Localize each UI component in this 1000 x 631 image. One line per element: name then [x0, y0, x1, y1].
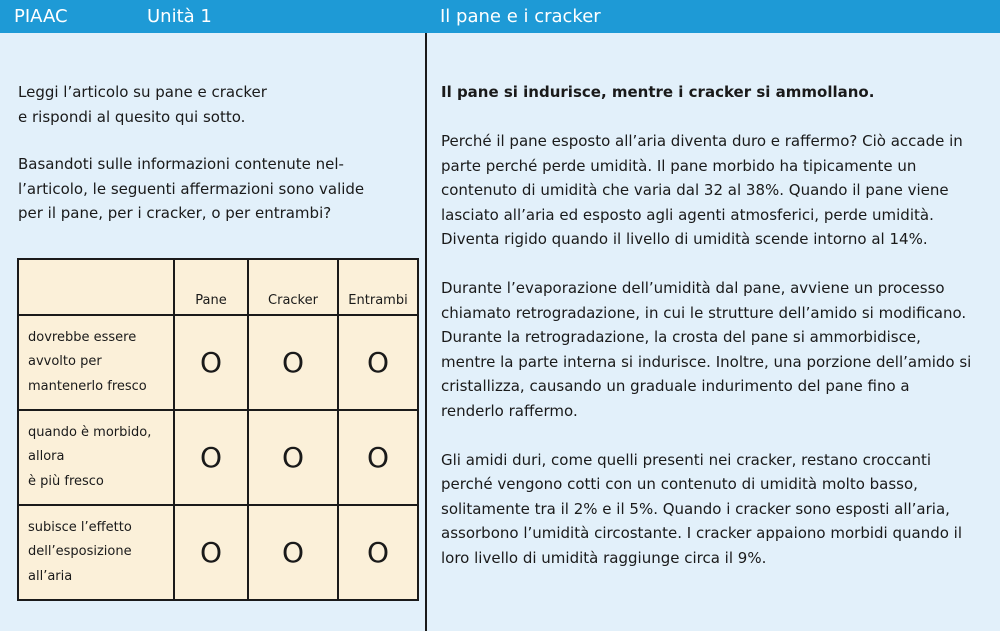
page-title: Il pane e i cracker: [440, 6, 601, 27]
article-paragraph: Perché il pane esposto all’aria diventa duro e raffermo? Ciò accade in parte perché perde umidità. Il pane morbido ha tipicamente un contenuto di umidità che varia dal 32 al 38%. Quando il pane viene lasciato all’aria ed esposto agli agenti atmosferici, perde umidità. Diventa rigido quando il livello di umidità scende intorno al 14%.: [441, 132, 963, 248]
table-row: [18, 410, 418, 505]
radio-option-pane[interactable]: O: [174, 505, 248, 600]
answer-table: [17, 258, 419, 601]
row-label-line: avvolto per: [28, 354, 102, 370]
radio-option-entrambi[interactable]: O: [338, 410, 418, 505]
row-label: [18, 410, 174, 505]
row-label: [18, 315, 174, 410]
brand-label: PIAAC: [14, 6, 68, 27]
radio-option-entrambi[interactable]: O: [338, 505, 418, 600]
panel-divider: [425, 33, 427, 631]
row-label-line: allora: [28, 449, 65, 465]
question-line: l’articolo, le seguenti affermazioni sono valide: [18, 179, 365, 198]
radio-option-pane[interactable]: O: [174, 410, 248, 505]
article-panel: [441, 80, 976, 595]
intro-line: e rispondi al quesito qui sotto.: [18, 107, 246, 126]
question-line: per il pane, per i cracker, o per entrambi?: [18, 204, 332, 222]
row-label-line: è più fresco: [28, 473, 104, 489]
intro-text: [18, 80, 267, 129]
table-row: [18, 315, 418, 410]
table-row: [18, 505, 418, 600]
row-label-line: all’aria: [28, 568, 73, 584]
row-label-line: quando è morbido,: [28, 424, 152, 440]
radio-option-cracker[interactable]: O: [248, 505, 338, 600]
question-text: [18, 152, 364, 226]
article-paragraph: Durante l’evaporazione dell’umidità dal pane, avviene un processo chiamato retrogradazione, in cui le strutture dell’amido si modificano. Durante la retrogradazione, la crosta del pane si ammorbidisce, mentre la parte interna si indurisce. Inoltre, una porzione dell’amido si cristallizza, causando un graduale indurimento del pane fino a renderlo raffermo.: [441, 279, 972, 420]
top-bar: [0, 0, 1000, 33]
column-header-entrambi: Entrambi: [338, 259, 418, 315]
radio-option-pane[interactable]: O: [174, 315, 248, 410]
row-label-line: mantenerlo fresco: [28, 378, 147, 394]
intro-line: Leggi l’articolo su pane e cracker: [18, 83, 267, 101]
column-header-pane: Pane: [174, 259, 248, 315]
row-label-line: dell’esposizione: [28, 544, 132, 560]
column-header-cracker: Cracker: [248, 259, 338, 315]
row-label-line: subisce l’effetto: [28, 519, 132, 535]
article-paragraph: Gli amidi duri, come quelli presenti nei cracker, restano croccanti perché vengono cotti con un contenuto di umidità molto basso, solitamente tra il 2% e il 5%. Quando i cracker sono esposti all’aria, assorbono l’umidità circostante. I cracker appaiono morbidi quando il loro livello di umidità raggiunge circa il 9%.: [441, 450, 963, 567]
radio-option-entrambi[interactable]: O: [338, 315, 418, 410]
radio-option-cracker[interactable]: O: [248, 410, 338, 505]
unit-label: Unità 1: [147, 6, 212, 27]
radio-option-cracker[interactable]: O: [248, 315, 338, 410]
row-label-line: dovrebbe essere: [28, 329, 137, 345]
table-header-row: [18, 259, 418, 315]
question-line: Basandoti sulle informazioni contenute nel-: [18, 155, 344, 173]
article-headline: Il pane si indurisce, mentre i cracker si ammollano.: [441, 83, 875, 101]
header-empty-cell: [18, 259, 174, 315]
row-label: [18, 505, 174, 600]
